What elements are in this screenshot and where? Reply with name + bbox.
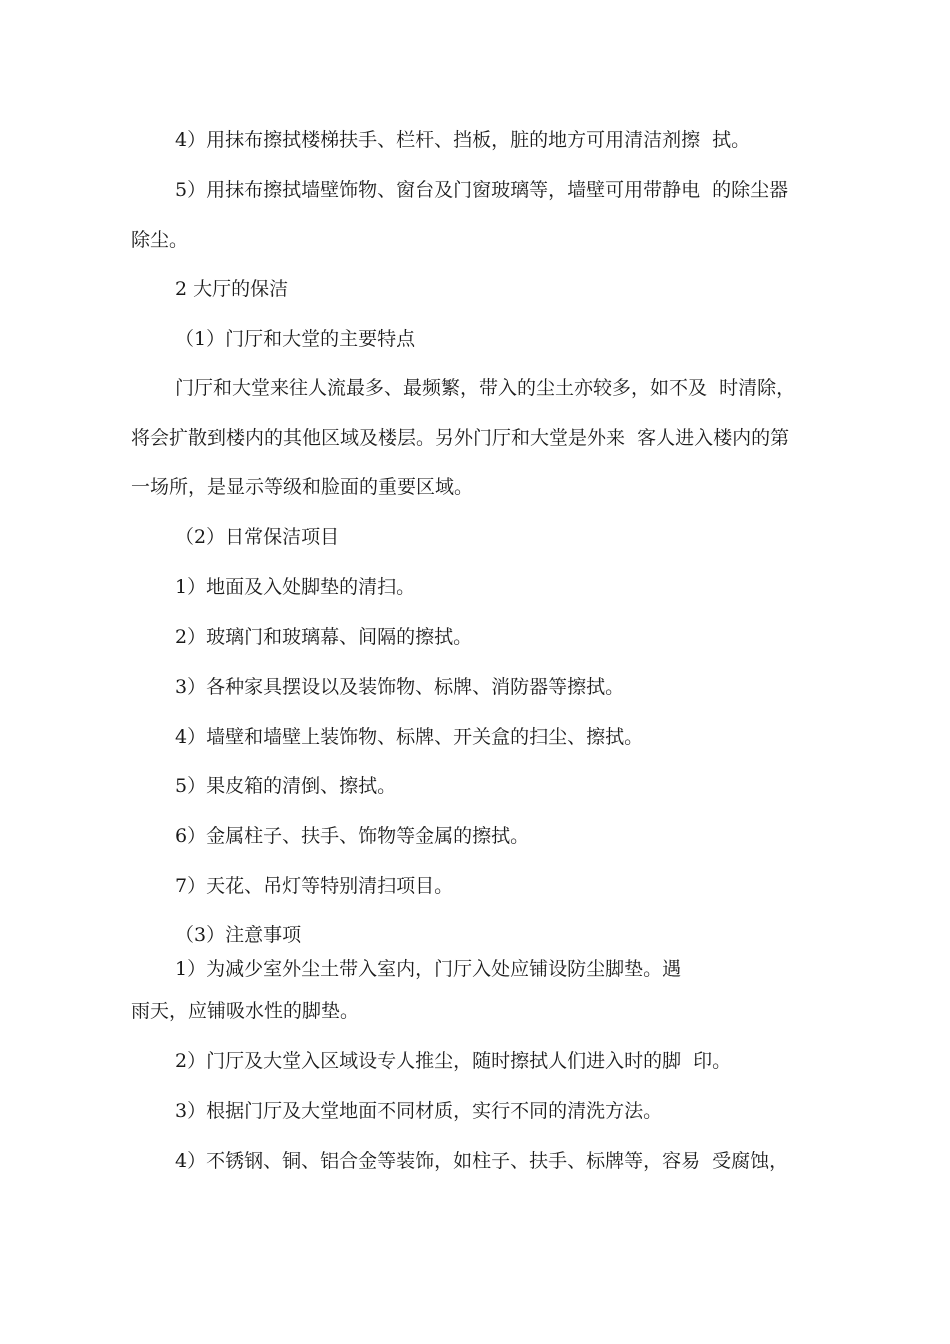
list-item: 3）各种家具摆设以及装饰物、标牌、消防器等擦拭。 [175,676,625,698]
text-line: 4）用抹布擦拭楼梯扶手、栏杆、挡板，脏的地方可用清洁剂擦 拭。 [175,129,751,151]
list-item: 2）门厅及大堂入区域设专人推尘，随时擦拭人们进入时的脚 印。 [175,1050,732,1072]
text-line: 一场所，是显示等级和脸面的重要区域。 [131,476,474,498]
subsection-heading: （2）日常保洁项目 [175,526,340,548]
text-line: 雨天，应铺吸水性的脚垫。 [131,1000,360,1022]
text-line: 门厅和大堂来往人流最多、最频繁，带入的尘土亦较多，如不及 时清除， [175,377,796,399]
list-item: 4）墙壁和墙壁上装饰物、标牌、开关盒的扫尘、擦拭。 [175,726,644,748]
list-item: 1）为减少室外尘土带入室内，门厅入处应铺设防尘脚垫。遇 [175,958,682,980]
list-item: 1）地面及入处脚垫的清扫。 [175,576,416,598]
list-item: 4）不锈钢、铜、铝合金等装饰，如柱子、扶手、标牌等，容易 受腐蚀， [175,1150,789,1172]
list-item: 5）果皮箱的清倒、擦拭。 [175,775,397,797]
text-line: 将会扩散到楼内的其他区域及楼层。另外门厅和大堂是外来 客人进入楼内的第 [131,427,790,449]
subsection-heading: （1）门厅和大堂的主要特点 [175,328,416,350]
text-line: 除尘。 [131,229,189,251]
subsection-heading: （3）注意事项 [175,924,302,946]
text-line: 5）用抹布擦拭墙壁饰物、窗台及门窗玻璃等，墙壁可用带静电 的除尘器 [175,179,789,201]
list-item: 3）根据门厅及大堂地面不同材质，实行不同的清洗方法。 [175,1100,663,1122]
list-item: 7）天花、吊灯等特别清扫项目。 [175,875,454,897]
section-heading: 2 大厅的保洁 [175,278,289,300]
list-item: 6）金属柱子、扶手、饰物等金属的擦拭。 [175,825,530,847]
list-item: 2）玻璃门和玻璃幕、间隔的擦拭。 [175,626,473,648]
